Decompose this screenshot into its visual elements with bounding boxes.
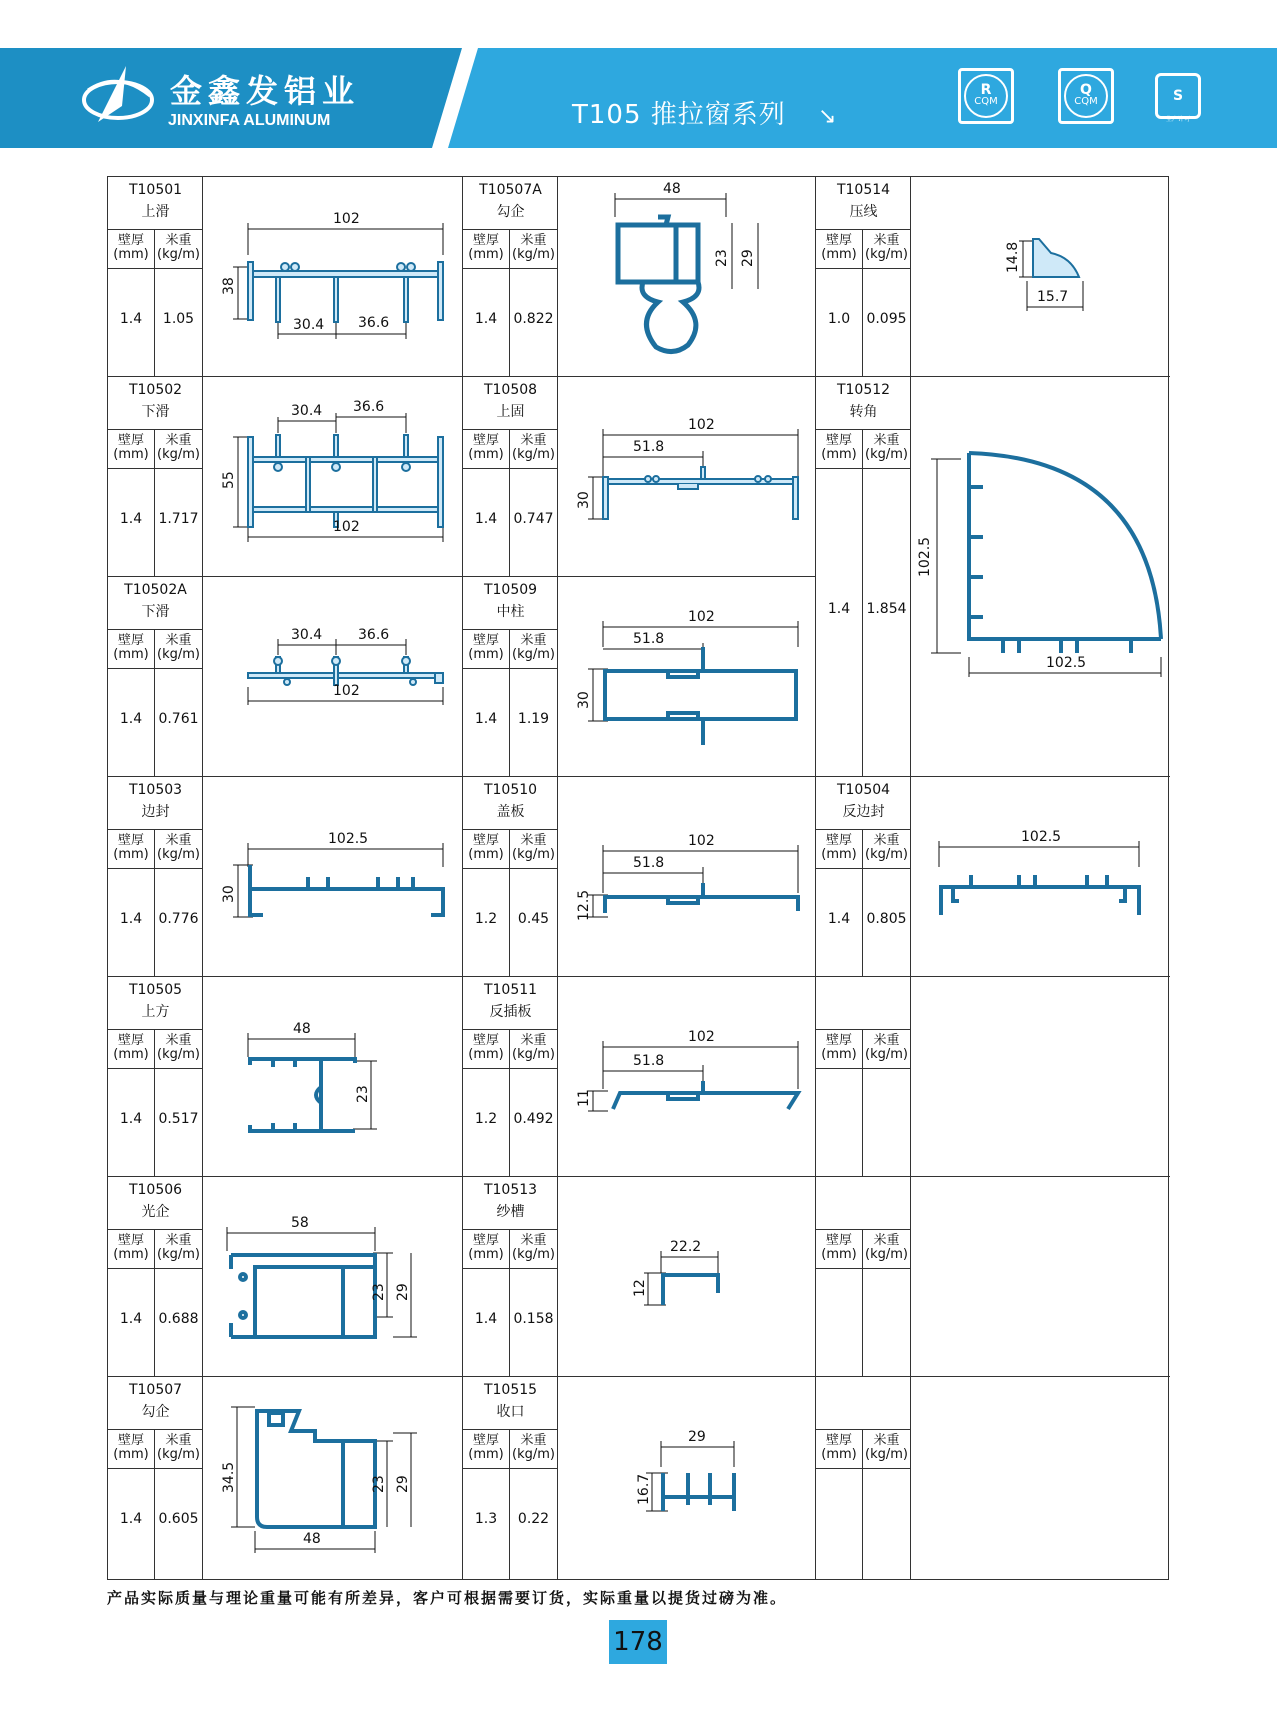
meter-weight: 0.45: [517, 911, 550, 927]
profile-cell-t10501: [108, 177, 463, 377]
profile-info: [108, 1377, 203, 1579]
profile-name: 下滑: [141, 404, 170, 420]
svg-text:30.4: 30.4: [293, 317, 325, 333]
profile-drawing: [558, 177, 815, 376]
spec-header: 壁厚 (mm) 米重 (kg/m): [463, 1429, 558, 1469]
wall-thickness: 1.4: [827, 601, 851, 617]
spec-values: [463, 669, 558, 776]
profile-cell-t10509: [463, 577, 816, 777]
profile-cell-t10507a: [463, 177, 816, 377]
svg-text:36.6: 36.6: [358, 315, 390, 331]
meter-weight: 0.776: [158, 911, 199, 927]
profile-drawing: [203, 377, 462, 576]
svg-text:51.8: 51.8: [633, 439, 665, 455]
profile-cell-t10515: [463, 1377, 816, 1579]
profile-sketch: [558, 1177, 815, 1376]
svg-text:102.5: 102.5: [917, 536, 933, 577]
spec-header: 壁厚 (mm) 米重 (kg/m): [816, 1229, 911, 1269]
meter-weight: 0.605: [158, 1511, 199, 1527]
spec-header: 壁厚 (mm) 米重 (kg/m): [816, 1029, 911, 1069]
meter-weight: 1.05: [162, 311, 195, 327]
svg-text:11: 11: [576, 1089, 592, 1107]
profile-info: [463, 1177, 558, 1376]
spec-values: [108, 669, 203, 776]
meter-weight: 0.22: [517, 1511, 550, 1527]
profile-info: [463, 377, 558, 576]
svg-text:29: 29: [740, 249, 756, 267]
spec-values: [108, 869, 203, 976]
profile-name: 勾企: [496, 204, 525, 220]
spec-header: 壁厚 (mm) 米重 (kg/m): [108, 829, 203, 869]
meter-weight: 0.747: [513, 511, 554, 527]
svg-text:48: 48: [293, 1021, 311, 1037]
profile-info: [816, 777, 911, 976]
profile-drawing: [558, 1177, 815, 1376]
series-title: T105 推拉窗系列: [572, 100, 786, 130]
meter-weight: 1.717: [158, 511, 199, 527]
profile-info: [463, 977, 558, 1176]
profile-name: 反插板: [489, 1004, 532, 1020]
wall-thickness: 1.2: [474, 911, 498, 927]
profile-cell-t10503: [108, 777, 463, 977]
profile-drawing: [203, 777, 462, 976]
profile-info: [816, 1177, 911, 1376]
company-logo-icon: [78, 60, 158, 132]
svg-text:15.7: 15.7: [1037, 289, 1069, 305]
profile-drawing: [558, 1377, 815, 1579]
brand-name-cn: 金鑫发铝业: [170, 72, 361, 110]
profile-name: 中柱: [496, 604, 525, 620]
profile-cell-t10513: [463, 1177, 816, 1377]
meter-weight: 0.517: [158, 1111, 199, 1127]
profile-sketch: [203, 377, 462, 576]
spec-header: 壁厚 (mm) 米重 (kg/m): [108, 1229, 203, 1269]
profile-code: T10511: [483, 982, 538, 998]
svg-text:30.4: 30.4: [291, 627, 323, 643]
wall-thickness: 1.0: [827, 311, 851, 327]
svg-text:29: 29: [688, 1429, 706, 1445]
profile-cell-t10505: [108, 977, 463, 1177]
svg-text:30: 30: [221, 885, 237, 903]
svg-text:23: 23: [371, 1475, 387, 1493]
svg-text:23: 23: [714, 249, 730, 267]
svg-text:14.8: 14.8: [1005, 241, 1021, 273]
wall-thickness: 1.4: [474, 1311, 498, 1327]
profile-drawing: [558, 577, 815, 776]
profile-info: [463, 577, 558, 776]
profile-table: [107, 176, 1169, 1580]
profile-drawing: [203, 977, 462, 1176]
spec-values: [463, 269, 558, 376]
svg-text:29: 29: [395, 1283, 411, 1301]
profile-code: T10502A: [124, 582, 187, 598]
profile-name: 收口: [496, 1404, 525, 1420]
profile-code: T10514: [836, 182, 891, 198]
profile-sketch: [911, 377, 1170, 776]
profile-cell-t10502a: [108, 577, 463, 777]
profile-sketch: [203, 977, 462, 1176]
profile-info: [108, 577, 203, 776]
svg-text:51.8: 51.8: [633, 855, 665, 871]
profile-sketch: [558, 777, 815, 976]
spec-values: [463, 1469, 558, 1579]
spec-values: [463, 869, 558, 976]
profile-sketch: [203, 1177, 462, 1376]
profile-info: [108, 977, 203, 1176]
profile-name: 勾企: [141, 1404, 170, 1420]
profile-sketch: [203, 777, 462, 976]
svg-text:102: 102: [333, 683, 360, 699]
profile-code: T10507A: [479, 182, 542, 198]
svg-text:34.5: 34.5: [221, 1461, 237, 1493]
meter-weight: 1.19: [517, 711, 550, 727]
meter-weight: 0.158: [513, 1311, 554, 1327]
wall-thickness: 1.4: [474, 711, 498, 727]
wall-thickness: 1.4: [119, 911, 143, 927]
svg-text:23: 23: [371, 1283, 387, 1301]
profile-code: T10503: [128, 782, 183, 798]
spec-header: 壁厚 (mm) 米重 (kg/m): [816, 429, 911, 469]
profile-code: T10507: [128, 1382, 183, 1398]
spec-values: [108, 1069, 203, 1176]
profile-drawing: [203, 177, 462, 376]
profile-drawing: [558, 977, 815, 1176]
spec-values: [816, 869, 911, 976]
profile-sketch: [558, 977, 815, 1176]
svg-text:30: 30: [576, 691, 592, 709]
svg-text:48: 48: [303, 1531, 321, 1547]
spec-header: 壁厚 (mm) 米重 (kg/m): [816, 1429, 911, 1469]
profile-drawing: [203, 577, 462, 776]
svg-text:58: 58: [291, 1215, 309, 1231]
profile-info: [108, 377, 203, 576]
profile-drawing: [911, 177, 1170, 376]
svg-text:102.5: 102.5: [1046, 655, 1087, 671]
svg-text:16.7: 16.7: [636, 1473, 652, 1505]
profile-info: [816, 977, 911, 1176]
spec-header: 壁厚 (mm) 米重 (kg/m): [463, 1029, 558, 1069]
spec-header: 壁厚 (mm) 米重 (kg/m): [108, 1429, 203, 1469]
profile-cell-t10506: [108, 1177, 463, 1377]
svg-text:36.6: 36.6: [353, 399, 385, 415]
meter-weight: 0.822: [513, 311, 554, 327]
svg-text:12: 12: [632, 1279, 648, 1297]
cqm-q-icon: Q CQM: [1058, 68, 1114, 124]
meter-weight: 0.805: [866, 911, 907, 927]
spec-header: 壁厚 (mm) 米重 (kg/m): [816, 229, 911, 269]
spec-header: 壁厚 (mm) 米重 (kg/m): [108, 229, 203, 269]
spec-values: [463, 1269, 558, 1376]
svg-text:48: 48: [663, 181, 681, 197]
spec-header: 壁厚 (mm) 米重 (kg/m): [463, 1229, 558, 1269]
meter-weight: 1.854: [866, 601, 907, 617]
svg-text:51.8: 51.8: [633, 631, 665, 647]
svg-text:102.5: 102.5: [328, 831, 369, 847]
profile-code: T10510: [483, 782, 538, 798]
profile-drawing: [558, 377, 815, 576]
weight-disclaimer: 产品实际质量与理论重量可能有所差异，客户可根据需要订货，实际重量以提货过磅为准。: [107, 1589, 788, 1607]
spec-header: 壁厚 (mm) 米重 (kg/m): [108, 429, 203, 469]
profile-code: T10502: [128, 382, 183, 398]
svg-text:102: 102: [688, 833, 715, 849]
profile-cell-empty: [816, 1177, 1170, 1377]
spec-values: [816, 469, 911, 776]
spec-values: [108, 469, 203, 576]
svg-text:22.2: 22.2: [670, 1239, 702, 1255]
svg-text:30: 30: [576, 491, 592, 509]
wall-thickness: 1.4: [119, 1311, 143, 1327]
profile-drawing: [911, 777, 1170, 976]
profile-name: 上固: [496, 404, 525, 420]
profile-sketch: [558, 177, 815, 376]
wall-thickness: 1.2: [474, 1111, 498, 1127]
profile-cell-t10511: [463, 977, 816, 1177]
profile-info: [463, 777, 558, 976]
profile-name: 上滑: [141, 204, 170, 220]
spec-values: [463, 469, 558, 576]
profile-cell-t10507: [108, 1377, 463, 1579]
profile-info: [816, 177, 911, 376]
wall-thickness: 1.4: [119, 311, 143, 327]
profile-cell-t10514: [816, 177, 1170, 377]
profile-name: 反边封: [842, 804, 885, 820]
svg-text:36.6: 36.6: [358, 627, 390, 643]
profile-cell-t10504: [816, 777, 1170, 977]
profile-sketch: [203, 1377, 462, 1579]
profile-name: 纱槽: [496, 1204, 525, 1220]
svg-text:38: 38: [221, 277, 237, 295]
spec-values: [108, 269, 203, 376]
profile-code: T10504: [836, 782, 891, 798]
meter-weight: 0.688: [158, 1311, 199, 1327]
profile-info: [108, 777, 203, 976]
spec-values: [816, 269, 911, 376]
page-number: 178: [609, 1620, 667, 1664]
spec-header: 壁厚 (mm) 米重 (kg/m): [816, 829, 911, 869]
qs-license-icon: S 生产许可: [1150, 68, 1206, 124]
profile-sketch: [558, 1377, 815, 1579]
profile-name: 边封: [141, 804, 170, 820]
meter-weight: 0.492: [513, 1111, 554, 1127]
wall-thickness: 1.4: [119, 711, 143, 727]
profile-cell-t10502: [108, 377, 463, 577]
svg-text:102: 102: [333, 519, 360, 535]
profile-drawing: [203, 1177, 462, 1376]
profile-info: [816, 377, 911, 776]
spec-values: [108, 1269, 203, 1376]
profile-name: 转角: [849, 404, 878, 420]
svg-text:23: 23: [355, 1085, 371, 1103]
profile-code: T10505: [128, 982, 183, 998]
profile-name: 光企: [141, 1204, 170, 1220]
spec-header: 壁厚 (mm) 米重 (kg/m): [108, 1029, 203, 1069]
svg-text:51.8: 51.8: [633, 1053, 665, 1069]
wall-thickness: 1.4: [119, 1511, 143, 1527]
profile-sketch: [203, 177, 462, 376]
profile-code: T10513: [483, 1182, 538, 1198]
profile-name: 压线: [849, 204, 878, 220]
profile-info: [108, 177, 203, 376]
svg-text:12.5: 12.5: [576, 889, 592, 921]
svg-text:29: 29: [395, 1475, 411, 1493]
profile-info: [816, 1377, 911, 1579]
profile-sketch: [558, 377, 815, 576]
profile-cell-t10508: [463, 377, 816, 577]
spec-header: 壁厚 (mm) 米重 (kg/m): [463, 429, 558, 469]
spec-values: [463, 1069, 558, 1176]
profile-code: T10512: [836, 382, 891, 398]
spec-header: 壁厚 (mm) 米重 (kg/m): [108, 629, 203, 669]
meter-weight: 0.095: [866, 311, 907, 327]
svg-text:102: 102: [688, 1029, 715, 1045]
spec-header: 壁厚 (mm) 米重 (kg/m): [463, 229, 558, 269]
profile-cell-empty: [816, 977, 1170, 1177]
wall-thickness: 1.4: [474, 511, 498, 527]
wall-thickness: 1.4: [474, 311, 498, 327]
profile-drawing: [203, 1377, 462, 1579]
svg-text:102.5: 102.5: [1021, 829, 1062, 845]
profile-info: [463, 1377, 558, 1579]
profile-cell-empty: [816, 1377, 1170, 1579]
profile-code: T10515: [483, 1382, 538, 1398]
spec-values: [108, 1469, 203, 1579]
wall-thickness: 1.3: [474, 1511, 498, 1527]
arrow-icon: ↘: [818, 104, 837, 129]
profile-info: [108, 1177, 203, 1376]
profile-name: 盖板: [496, 804, 525, 820]
wall-thickness: 1.4: [119, 511, 143, 527]
profile-code: T10508: [483, 382, 538, 398]
cqm-r-icon: R CQM: [958, 68, 1014, 124]
wall-thickness: 1.4: [119, 1111, 143, 1127]
profile-cell-t10510: [463, 777, 816, 977]
wall-thickness: 1.4: [827, 911, 851, 927]
profile-name: 下滑: [141, 604, 170, 620]
profile-code: T10501: [128, 182, 183, 198]
profile-name: 上方: [141, 1004, 170, 1020]
profile-sketch: [911, 177, 1170, 376]
brand-name-en: JINXINFA ALUMINUM: [168, 112, 331, 129]
profile-sketch: [558, 577, 815, 776]
meter-weight: 0.761: [158, 711, 199, 727]
svg-text:102: 102: [688, 609, 715, 625]
svg-text:55: 55: [221, 471, 237, 489]
profile-sketch: [911, 777, 1170, 976]
profile-cell-t10512: [816, 377, 1170, 777]
profile-info: [463, 177, 558, 376]
spec-header: 壁厚 (mm) 米重 (kg/m): [463, 629, 558, 669]
profile-drawing: [558, 777, 815, 976]
profile-drawing: [911, 377, 1170, 776]
svg-text:102: 102: [688, 417, 715, 433]
svg-text:102: 102: [333, 211, 360, 227]
profile-code: T10509: [483, 582, 538, 598]
spec-header: 壁厚 (mm) 米重 (kg/m): [463, 829, 558, 869]
profile-code: T10506: [128, 1182, 183, 1198]
profile-sketch: [203, 577, 462, 776]
svg-text:30.4: 30.4: [291, 403, 323, 419]
